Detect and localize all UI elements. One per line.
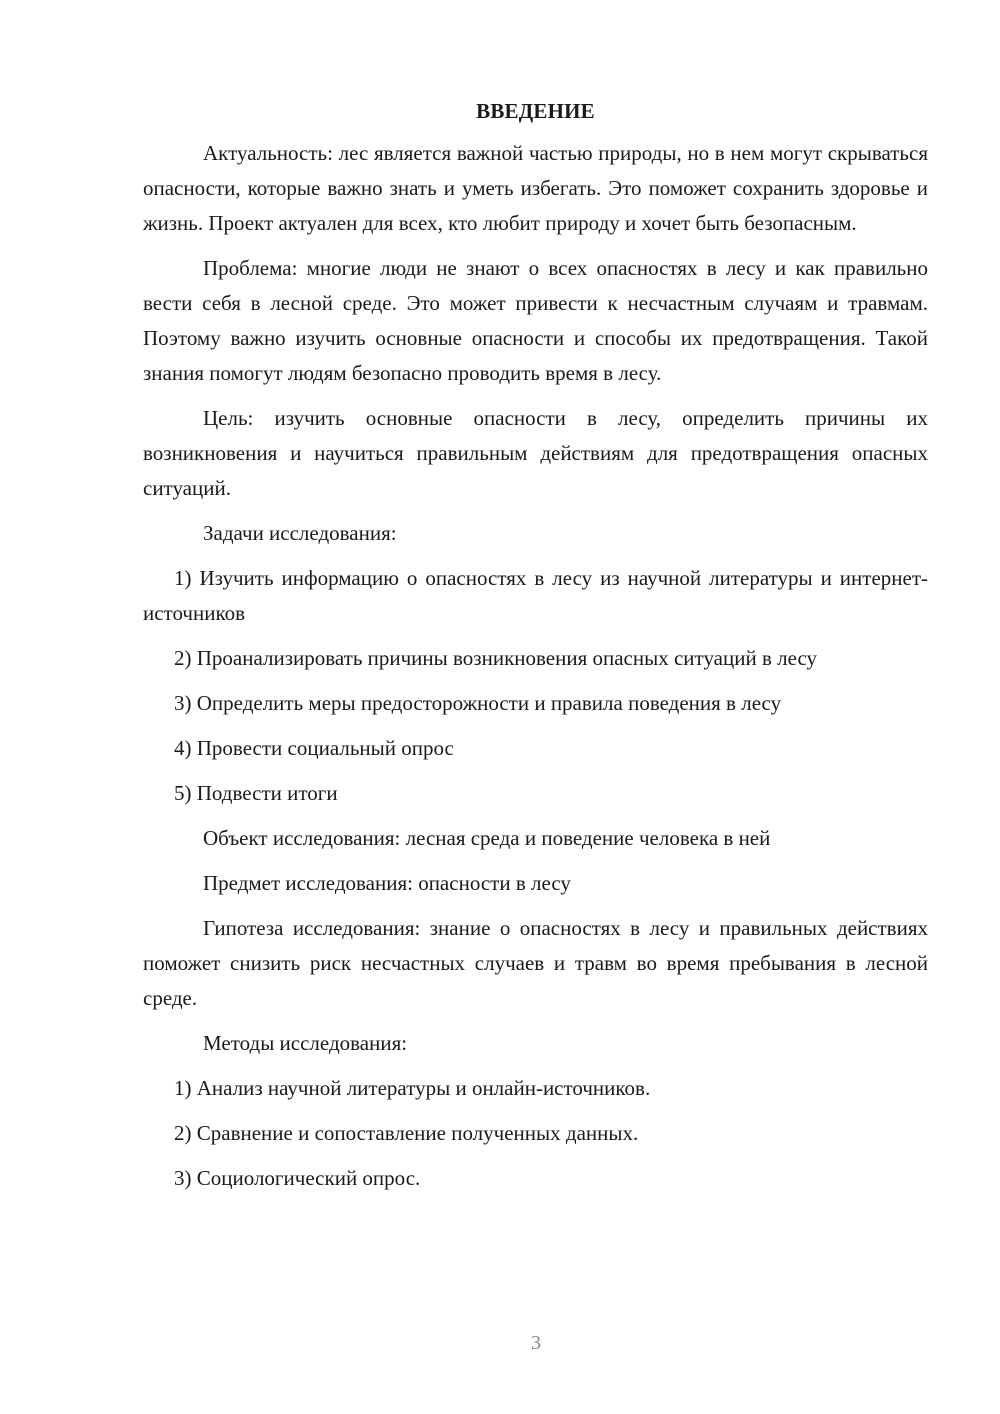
task-item-5: 5) Подвести итоги xyxy=(174,781,338,805)
task-item-3: 3) Определить меры предосторожности и правила поведения в лесу xyxy=(174,691,782,715)
goal-paragraph: Цель: изучить основные опасности в лесу, определить причины их возникновения и научиться правильным действиям для предотвращения опасных ситуаций. xyxy=(143,406,928,500)
hypothesis-paragraph: Гипотеза исследования: знание о опасностях в лесу и правильных действиях поможет снизить риск несчастных случаев и травм во время пребывания в лесной среде. xyxy=(143,916,928,1010)
method-item-1: 1) Анализ научной литературы и онлайн-источников. xyxy=(174,1076,651,1100)
research-subject: Предмет исследования: опасности в лесу xyxy=(203,871,571,895)
section-title: ВВЕДЕНИЕ xyxy=(476,99,595,123)
document-page xyxy=(143,94,928,1206)
page-number: 3 xyxy=(531,1332,541,1354)
relevance-paragraph: Актуальность: лес является важной частью природы, но в нем могут скрываться опасности, которые важно знать и уметь избегать. Это поможет сохранить здоровье и жизнь. Проект актуален для всех, кто любит природу и хочет быть безопасным. xyxy=(143,141,928,235)
task-item-4: 4) Провести социальный опрос xyxy=(174,736,454,760)
methods-heading: Методы исследования: xyxy=(203,1031,408,1055)
task-item-1: 1) Изучить информацию о опасностях в лесу из научной литературы и интернет-источников xyxy=(143,566,928,625)
tasks-heading: Задачи исследования: xyxy=(203,521,397,545)
method-item-2: 2) Сравнение и сопоставление полученных данных. xyxy=(174,1121,639,1145)
research-object: Объект исследования: лесная среда и поведение человека в ней xyxy=(203,826,771,850)
task-item-2: 2) Проанализировать причины возникновения опасных ситуаций в лесу xyxy=(174,646,817,670)
problem-paragraph: Проблема: многие люди не знают о всех опасностях в лесу и как правильно вести себя в лесной среде. Это может привести к несчастным случаям и травмам. Поэтому важно изучить основные опасности и способы их предотвращения. Такой знания помогут людям безопасно проводить время в лесу. xyxy=(143,256,928,385)
method-item-3: 3) Социологический опрос. xyxy=(174,1166,421,1190)
